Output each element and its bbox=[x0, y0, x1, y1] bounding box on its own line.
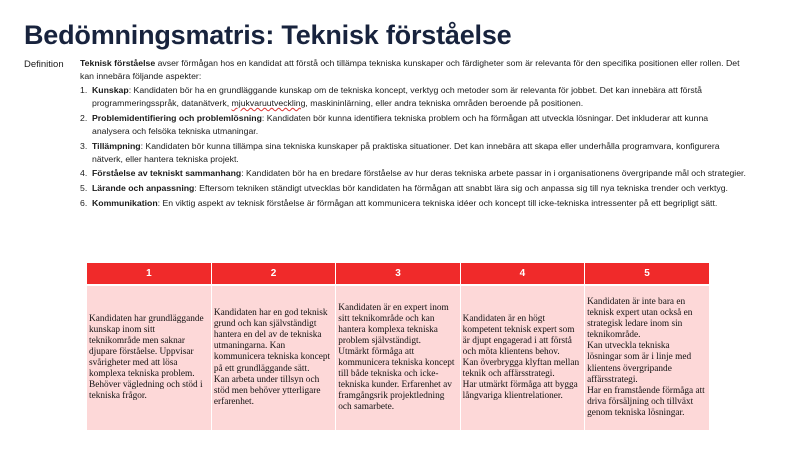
aspect-term: Kommunikation bbox=[92, 197, 158, 208]
aspect-term: Problemidentifiering och problemlösning bbox=[92, 112, 262, 123]
spellcheck-word: mjukvaruutveckling bbox=[231, 98, 306, 109]
aspect-text: : Kandidaten bör kunna tillämpa sina tekniska kunskaper på praktiska situationer. Det kan innebära att skapa eller underhålla programvara, konfigurera nätverk, eller hantera tekniska projekt. bbox=[92, 140, 720, 164]
list-item bbox=[80, 182, 748, 195]
aspect-text: : En viktig aspekt av teknisk förståelse är förmågan att kommunicera tekniska idéer och koncept till icke-tekniska intressenter på ett begripligt sätt. bbox=[157, 197, 718, 208]
matrix-cell-level-2: Kandidaten har en god teknisk grund och kan självständigt hantera en del av de tekniska utmaningarna. Kan kommunicera tekniska koncept på ett grundläggande sätt. Kan arbeta under tillsyn och stöd men behöver ytterligare erfarenhet. bbox=[211, 285, 335, 430]
aspect-text: : Eftersom tekniken ständigt utvecklas bör kandidaten ha förmågan att snabbt lära sig och anpassa sig till nya tekniska trender och verktyg. bbox=[194, 182, 728, 193]
aspect-list bbox=[80, 84, 748, 211]
list-item-number: 1. bbox=[80, 85, 88, 95]
list-item bbox=[80, 84, 748, 110]
list-item bbox=[80, 112, 748, 138]
assessment-matrix bbox=[87, 263, 709, 430]
list-item bbox=[80, 140, 748, 166]
matrix-cell-level-5: Kandidaten är inte bara en teknisk expert utan också en strategisk ledare inom sin teknikområde. Kan utveckla tekniska lösningar som är i linje med klientens övergripande affärsstrategi. Har en framstående förmåga att driva försäljning och tillväxt genom tekniska lösningar. bbox=[585, 285, 709, 430]
list-item-number: 5. bbox=[80, 182, 88, 193]
list-item-number: 2. bbox=[80, 112, 88, 123]
list-item-number: 4. bbox=[80, 168, 88, 179]
matrix-header-level-2: 2 bbox=[211, 263, 335, 285]
matrix-cell-level-1: Kandidaten har grundläggande kunskap inom sitt teknikområde men saknar djupare förståelse. Uppvisar svårigheter med att lösa komplexa tekniska problem. Behöver vägledning och stöd i tekniska frågor. bbox=[87, 285, 211, 430]
matrix-cell-level-3: Kandidaten är en expert inom sitt teknikområde och kan hantera komplexa tekniska problem självständigt. Utmärkt förmåga att kommunicera tekniska koncept till både tekniska och icke-tekniska kunder. Erfarenhet av framgångsrik projektledning och samarbete. bbox=[336, 285, 460, 430]
list-item-number: 6. bbox=[80, 197, 88, 208]
aspect-text-end: , maskininlärning, eller andra tekniska områden beroende på positionen. bbox=[305, 98, 584, 109]
list-item bbox=[80, 167, 748, 180]
intro-text: avser förmågan hos en kandidat att förstå och tillämpa tekniska kunskaper och färdigheter som är relevanta för den specifika positionen eller rollen. Det kan innebära följande aspekter: bbox=[80, 58, 740, 82]
aspect-text: : Kandidaten bör ha en grundläggande kunskap om de tekniska koncept, verktyg och metoder som är relevanta för jobbet. Det kan innebära att förstå programmeringsspråk, datanätverk, bbox=[92, 85, 702, 109]
aspect-text: : Kandidaten bör ha en bredare förståelse av hur deras tekniska arbete passar in i organisationens övergripande mål och strategier. bbox=[241, 168, 746, 179]
page-title: Bedömningsmatris: Teknisk förståelse bbox=[24, 20, 512, 50]
aspect-term: Kunskap bbox=[92, 85, 129, 95]
matrix-header-level-4: 4 bbox=[460, 263, 584, 285]
aspect-term: Förståelse av tekniskt sammanhang bbox=[92, 168, 242, 179]
matrix-header-level-5: 5 bbox=[585, 263, 709, 285]
aspect-text: : Kandidaten bör kunna identifiera tekniska problem och ha förmågan att utveckla lösningar. Det inkluderar att kunna analysera och felsöka tekniska utmaningar. bbox=[92, 112, 709, 136]
definition-label: Definition bbox=[24, 59, 64, 70]
aspect-term: Tillämpning bbox=[92, 140, 141, 151]
list-item-number: 3. bbox=[80, 140, 88, 151]
list-item bbox=[80, 197, 748, 210]
aspect-term: Lärande och anpassning bbox=[92, 182, 195, 193]
matrix-header-level-3: 3 bbox=[336, 263, 460, 285]
matrix-row bbox=[87, 285, 709, 430]
definition-intro bbox=[80, 57, 748, 83]
matrix-cell-level-4: Kandidaten är en högt kompetent teknisk expert som är djupt engagerad i att förstå och möta klientens behov. Kan överbrygga klyftan mellan teknik och affärsstrategi. Har utmärkt förmåga att bygga långvariga klientrelationer. bbox=[460, 285, 584, 430]
matrix-header-level-1: 1 bbox=[87, 263, 211, 285]
intro-term: Teknisk förståelse bbox=[80, 58, 156, 68]
matrix-header-row bbox=[87, 263, 709, 285]
